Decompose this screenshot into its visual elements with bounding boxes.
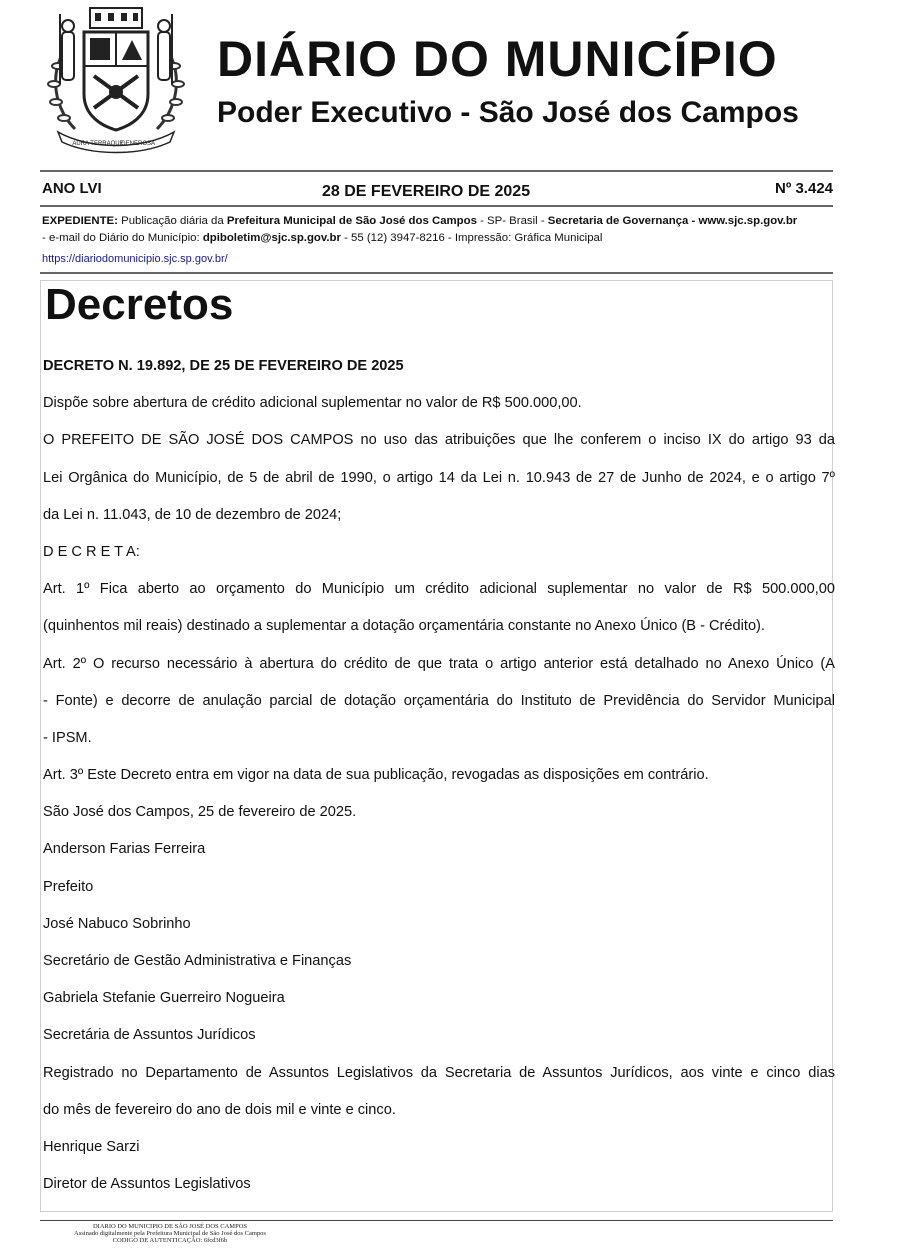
decree-summary: Dispõe sobre abertura de crédito adicional suplementar no valor de R$ 500.000,00. xyxy=(43,395,582,412)
decree-decreta: D E C R E T A: xyxy=(43,543,140,560)
newspaper-subtitle: Poder Executivo - São José dos Campos xyxy=(217,96,799,129)
footer-divider xyxy=(40,1220,833,1221)
article-1-line: Art. 1º Fica aberto ao orçamento do Município um crédito adicional suplementar no valor de R$ 500.000,00 xyxy=(43,581,835,598)
footer-line: CODIGO DE AUTENTICAÇÃO: 6fcd3f6b xyxy=(112,1237,228,1244)
article-2-line: Art. 2º O recurso necessário à abertura do crédito de que trata o artigo anterior está detalhado no Anexo Único (A xyxy=(43,655,835,672)
article-1-line: (quinhentos mil reais) destinado a suplementar a dotação orçamentária constante no Anexo Único (B - Crédito). xyxy=(43,618,765,635)
crest-motto-left: AURA TERRAQUE xyxy=(72,141,124,147)
header-divider-bottom xyxy=(40,272,833,274)
signer-name: Gabriela Stefanie Guerreiro Nogueira xyxy=(43,990,285,1007)
header-divider-middle xyxy=(40,205,833,207)
footer-line: DIARIO DO MUNICIPIO DE SÃO JOSÉ DOS CAMPOS xyxy=(92,1223,248,1230)
decree-document xyxy=(43,354,835,1209)
registry-line: do mês de fevereiro do ano de dois mil e vinte e cinco. xyxy=(43,1101,396,1118)
municipal-crest-icon xyxy=(40,4,192,154)
issue-number: Nº 3.424 xyxy=(774,180,833,197)
footer-authentication xyxy=(40,1223,300,1244)
signer-name: José Nabuco Sobrinho xyxy=(43,915,191,932)
expediente-email[interactable]: dpiboletim@sjc.sp.gov.br xyxy=(202,232,341,244)
portal-link[interactable]: https://diariodomunicipio.sjc.sp.gov.br/ xyxy=(42,253,228,265)
issue-year: ANO LVI xyxy=(42,180,102,197)
decree-preamble-line: Lei Orgânica do Município, de 5 de abril de 1990, o artigo 14 da Lei n. 10.943 de 27 de Junho de 2024, e o artigo 7º xyxy=(43,469,835,486)
decree-heading: DECRETO N. 19.892, DE 25 DE FEVEREIRO DE 2025 xyxy=(43,358,404,374)
crest-motto-right: GENEROSA xyxy=(120,141,156,147)
expediente-line-2 xyxy=(42,230,842,247)
section-title: Decretos xyxy=(45,280,234,329)
decree-preamble-line: da Lei n. 11.043, de 10 de dezembro de 2024; xyxy=(43,506,342,523)
article-2-line: - IPSM. xyxy=(43,729,92,746)
expediente-prefeitura: Prefeitura Municipal de São José dos Campos xyxy=(226,215,477,227)
place-date: São José dos Campos, 25 de fevereiro de 2025. xyxy=(43,804,357,821)
issue-bar xyxy=(42,180,833,200)
expediente-contact: - 55 (12) 3947-8216 - Impressão: Gráfica Municipal xyxy=(340,232,603,244)
footer-line: Assinado digitalmente pela Prefeitura Municipal de São José dos Campos xyxy=(74,1230,266,1237)
expediente-text-c: - SP- Brasil - xyxy=(476,215,548,227)
signer-role: Prefeito xyxy=(43,878,94,895)
signer-name: Anderson Farias Ferreira xyxy=(43,841,206,858)
expediente-label: EXPEDIENTE: xyxy=(42,215,118,227)
newspaper-title: DIÁRIO DO MUNICÍPIO xyxy=(217,31,778,87)
expediente-email-label: - e-mail do Diário do Município: xyxy=(42,232,203,244)
decree-preamble-line: O PREFEITO DE SÃO JOSÉ DOS CAMPOS no uso das atribuições que lhe conferem o inciso IX do artigo 93 da xyxy=(43,432,835,449)
director-name: Henrique Sarzi xyxy=(43,1138,140,1155)
expediente-text-a: Publicação diária da xyxy=(117,215,227,227)
header-divider-top xyxy=(40,170,833,172)
article-3: Art. 3º Este Decreto entra em vigor na data de sua publicação, revogadas as disposições em contrário. xyxy=(43,767,709,784)
expediente-line-1 xyxy=(42,213,842,230)
issue-date: 28 DE FEVEREIRO DE 2025 xyxy=(322,183,531,200)
signer-role: Secretária de Assuntos Jurídicos xyxy=(43,1027,256,1044)
article-2-line: - Fonte) e decorre de anulação parcial de dotação orçamentária do Instituto de Previdência do Servidor Municipal xyxy=(43,692,835,709)
signer-role: Secretário de Gestão Administrativa e Finanças xyxy=(43,953,352,969)
expediente-secretaria: Secretaria de Governança - www.sjc.sp.gov.br xyxy=(547,215,798,227)
expediente-block xyxy=(42,213,842,247)
director-role: Diretor de Assuntos Legislativos xyxy=(43,1176,251,1193)
registry-line: Registrado no Departamento de Assuntos Legislativos da Secretaria de Assuntos Jurídicos, aos vinte e cinco dias xyxy=(43,1064,835,1081)
